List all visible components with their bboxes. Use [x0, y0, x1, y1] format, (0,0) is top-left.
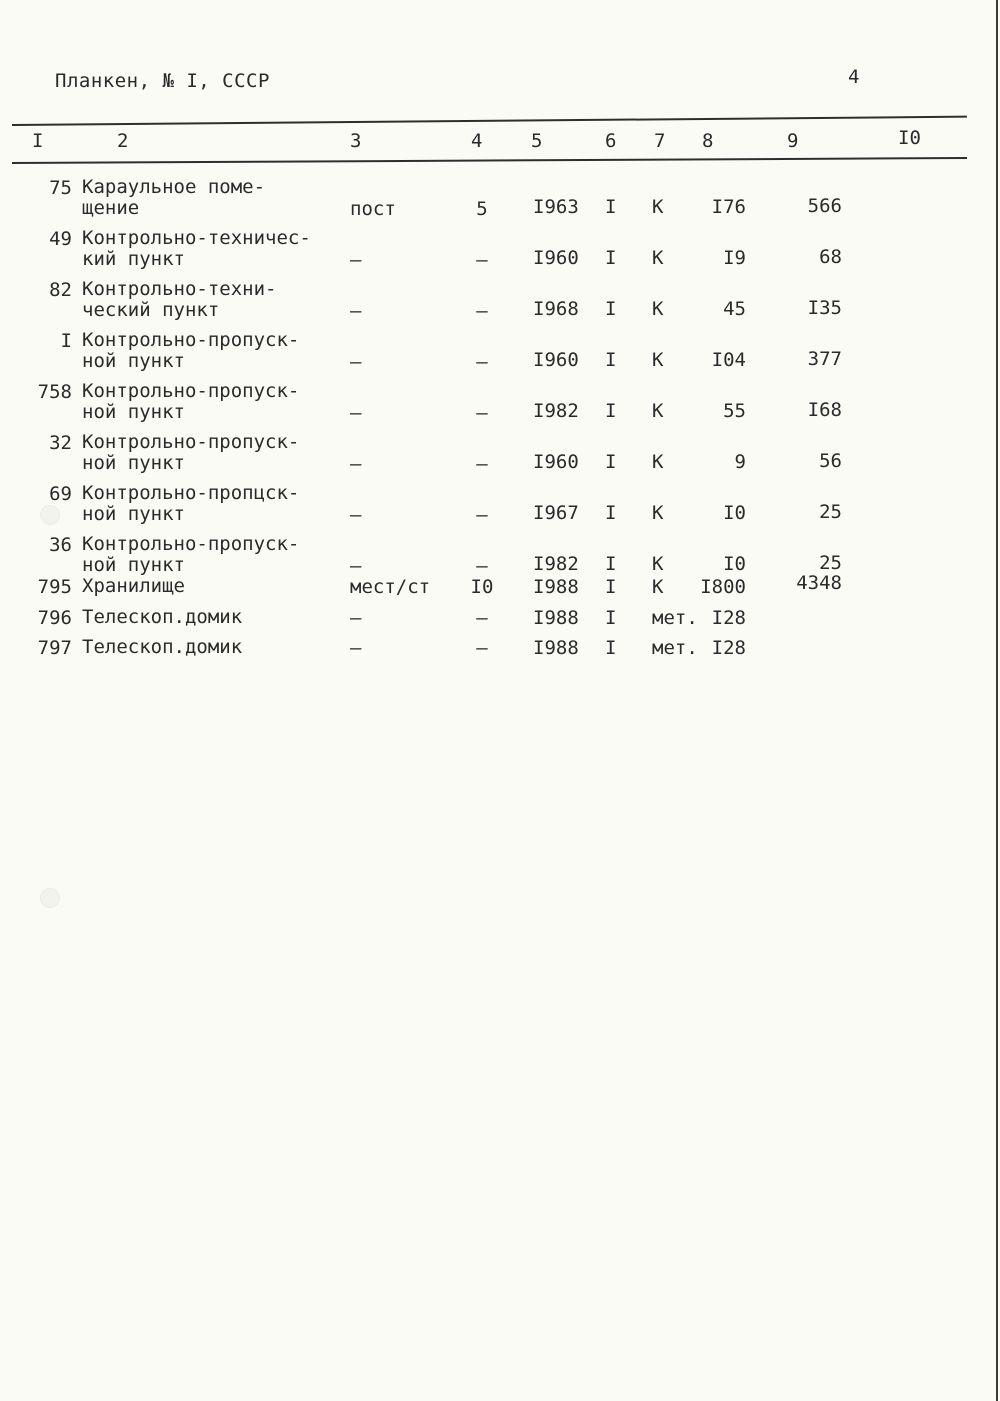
object-name-line: ной пункт — [82, 401, 185, 423]
value-col9-cell: I68 — [807, 399, 842, 421]
object-name-line: кий пункт — [82, 248, 185, 270]
value-col8-cell: 45 — [723, 298, 746, 320]
material-cell: мет. — [652, 637, 698, 659]
object-name — [82, 279, 276, 321]
object-name — [82, 637, 242, 658]
column-number: 9 — [787, 130, 799, 152]
row-number: 796 — [37, 607, 72, 629]
material-cell: К — [652, 196, 664, 218]
value-col9-cell: 25 — [819, 552, 842, 574]
object-name — [82, 381, 299, 423]
column-number: 6 — [605, 130, 617, 152]
object-name — [82, 534, 299, 576]
category-cell: I — [605, 298, 617, 320]
unit-cell: – — [350, 607, 362, 629]
year-cell: I960 — [533, 247, 579, 269]
value-col8-cell: I800 — [700, 576, 746, 598]
category-cell: I — [605, 196, 617, 218]
column-number: 7 — [654, 130, 666, 152]
unit-cell: мест/ст — [350, 576, 431, 598]
value-col9-cell: 377 — [807, 348, 842, 370]
value-col8-cell: I0 — [723, 553, 746, 575]
material-cell: К — [652, 349, 664, 371]
object-name-line: Караульное поме- — [82, 176, 266, 198]
material-cell: К — [652, 400, 664, 422]
value-col9-cell: 68 — [819, 246, 842, 268]
unit-cell: – — [350, 453, 362, 475]
column-number: 3 — [350, 130, 362, 152]
quantity-cell: – — [476, 607, 488, 629]
value-col9-cell: 25 — [819, 501, 842, 523]
quantity-cell: I0 — [470, 576, 494, 598]
column-number: 8 — [702, 130, 714, 152]
table-row — [0, 279, 1000, 329]
quantity-cell: – — [476, 249, 488, 271]
year-cell: I982 — [533, 553, 579, 575]
value-col9-cell: 56 — [819, 450, 842, 472]
quantity-cell: – — [476, 504, 488, 526]
page-number: 4 — [848, 66, 860, 88]
table-row — [0, 228, 1000, 278]
table-header-rule — [12, 157, 967, 164]
material-cell: К — [652, 576, 664, 598]
quantity-cell: 5 — [476, 198, 488, 220]
category-cell: I — [605, 502, 617, 524]
material-cell: К — [652, 247, 664, 269]
unit-cell: – — [350, 351, 362, 373]
value-col8-cell: 9 — [734, 451, 746, 473]
unit-cell: – — [350, 504, 362, 526]
object-name — [82, 432, 299, 474]
material-cell: К — [652, 298, 664, 320]
unit-cell: пост — [350, 198, 396, 220]
quantity-cell: – — [476, 453, 488, 475]
unit-cell: – — [350, 402, 362, 424]
column-number: 5 — [531, 130, 543, 152]
category-cell: I — [605, 349, 617, 371]
object-name-line: Контрольно-пропуск- — [82, 431, 300, 453]
quantity-cell: – — [476, 555, 488, 577]
year-cell: I968 — [533, 298, 579, 320]
material-cell: мет. — [652, 607, 698, 629]
year-cell: I988 — [533, 576, 579, 598]
object-name-line: Контрольно-пропуск- — [82, 329, 300, 351]
table-row — [0, 483, 1000, 533]
category-cell: I — [605, 400, 617, 422]
object-name-line: ной пункт — [82, 350, 185, 372]
table-row — [0, 637, 1000, 687]
value-col8-cell: 55 — [723, 400, 746, 422]
unit-cell: – — [350, 555, 362, 577]
row-number: 32 — [49, 432, 72, 454]
category-cell: I — [605, 247, 617, 269]
object-name-line: Хранилище — [82, 575, 185, 597]
punch-hole — [40, 888, 60, 908]
year-cell: I982 — [533, 400, 579, 422]
row-number: 797 — [37, 637, 72, 659]
object-name — [82, 607, 242, 628]
object-name-line: ной пункт — [82, 554, 185, 576]
value-col8-cell: I28 — [711, 607, 746, 629]
row-number: 75 — [49, 177, 72, 199]
column-number: I0 — [898, 127, 921, 149]
object-name-line: Контрольно-пропцск- — [82, 482, 300, 504]
table-row — [0, 177, 1000, 227]
object-name — [82, 576, 185, 597]
year-cell: I988 — [533, 637, 579, 659]
value-col8-cell: I28 — [711, 637, 746, 659]
category-cell: I — [605, 451, 617, 473]
row-number: 49 — [49, 228, 72, 250]
unit-cell: – — [350, 300, 362, 322]
table-top-rule — [12, 116, 967, 126]
object-name-line: ческий пункт — [82, 299, 220, 321]
value-col8-cell: I9 — [723, 247, 746, 269]
row-number: 36 — [49, 534, 72, 556]
object-name-line: щение — [82, 197, 140, 219]
table-row — [0, 432, 1000, 482]
category-cell: I — [605, 637, 617, 659]
row-number: I — [60, 330, 72, 352]
value-col8-cell: I76 — [711, 196, 746, 218]
quantity-cell: – — [476, 402, 488, 424]
material-cell: К — [652, 553, 664, 575]
value-col8-cell: I0 — [723, 502, 746, 524]
category-cell: I — [605, 553, 617, 575]
category-cell: I — [605, 576, 617, 598]
year-cell: I967 — [533, 502, 579, 524]
object-name-line: Телескоп.домик — [82, 636, 243, 658]
unit-cell: – — [350, 637, 362, 659]
object-name-line: Телескоп.домик — [82, 606, 243, 628]
unit-cell: – — [350, 249, 362, 271]
table-row — [0, 330, 1000, 380]
column-number: I — [32, 130, 44, 152]
value-col9-cell: 566 — [807, 195, 842, 217]
row-number: 82 — [49, 279, 72, 301]
year-cell: I988 — [533, 607, 579, 629]
object-name — [82, 330, 299, 372]
object-name-line: ной пункт — [82, 452, 185, 474]
object-name-line: Контрольно-техни- — [82, 278, 277, 300]
table-row — [0, 381, 1000, 431]
row-number: 795 — [37, 576, 72, 598]
object-name — [82, 483, 299, 525]
material-cell: К — [652, 502, 664, 524]
material-cell: К — [652, 451, 664, 473]
value-col8-cell: I04 — [711, 349, 746, 371]
object-name-line: Контрольно-пропуск- — [82, 533, 300, 555]
object-name — [82, 177, 265, 219]
object-name-line: Контрольно-техничес- — [82, 227, 311, 249]
year-cell: I960 — [533, 451, 579, 473]
value-col9-cell: 4348 — [796, 572, 842, 594]
document-title: Планкен, № I, СССР — [55, 70, 270, 92]
quantity-cell: – — [476, 300, 488, 322]
object-name-line: ной пункт — [82, 503, 185, 525]
quantity-cell: – — [476, 637, 488, 659]
value-col9-cell: I35 — [807, 297, 842, 319]
row-number: 69 — [49, 483, 72, 505]
category-cell: I — [605, 607, 617, 629]
column-number: 2 — [117, 130, 129, 152]
quantity-cell: – — [476, 351, 488, 373]
object-name — [82, 228, 311, 270]
year-cell: I960 — [533, 349, 579, 371]
row-number: 758 — [37, 381, 72, 403]
column-number: 4 — [471, 130, 483, 152]
year-cell: I963 — [533, 196, 579, 218]
object-name-line: Контрольно-пропуск- — [82, 380, 300, 402]
